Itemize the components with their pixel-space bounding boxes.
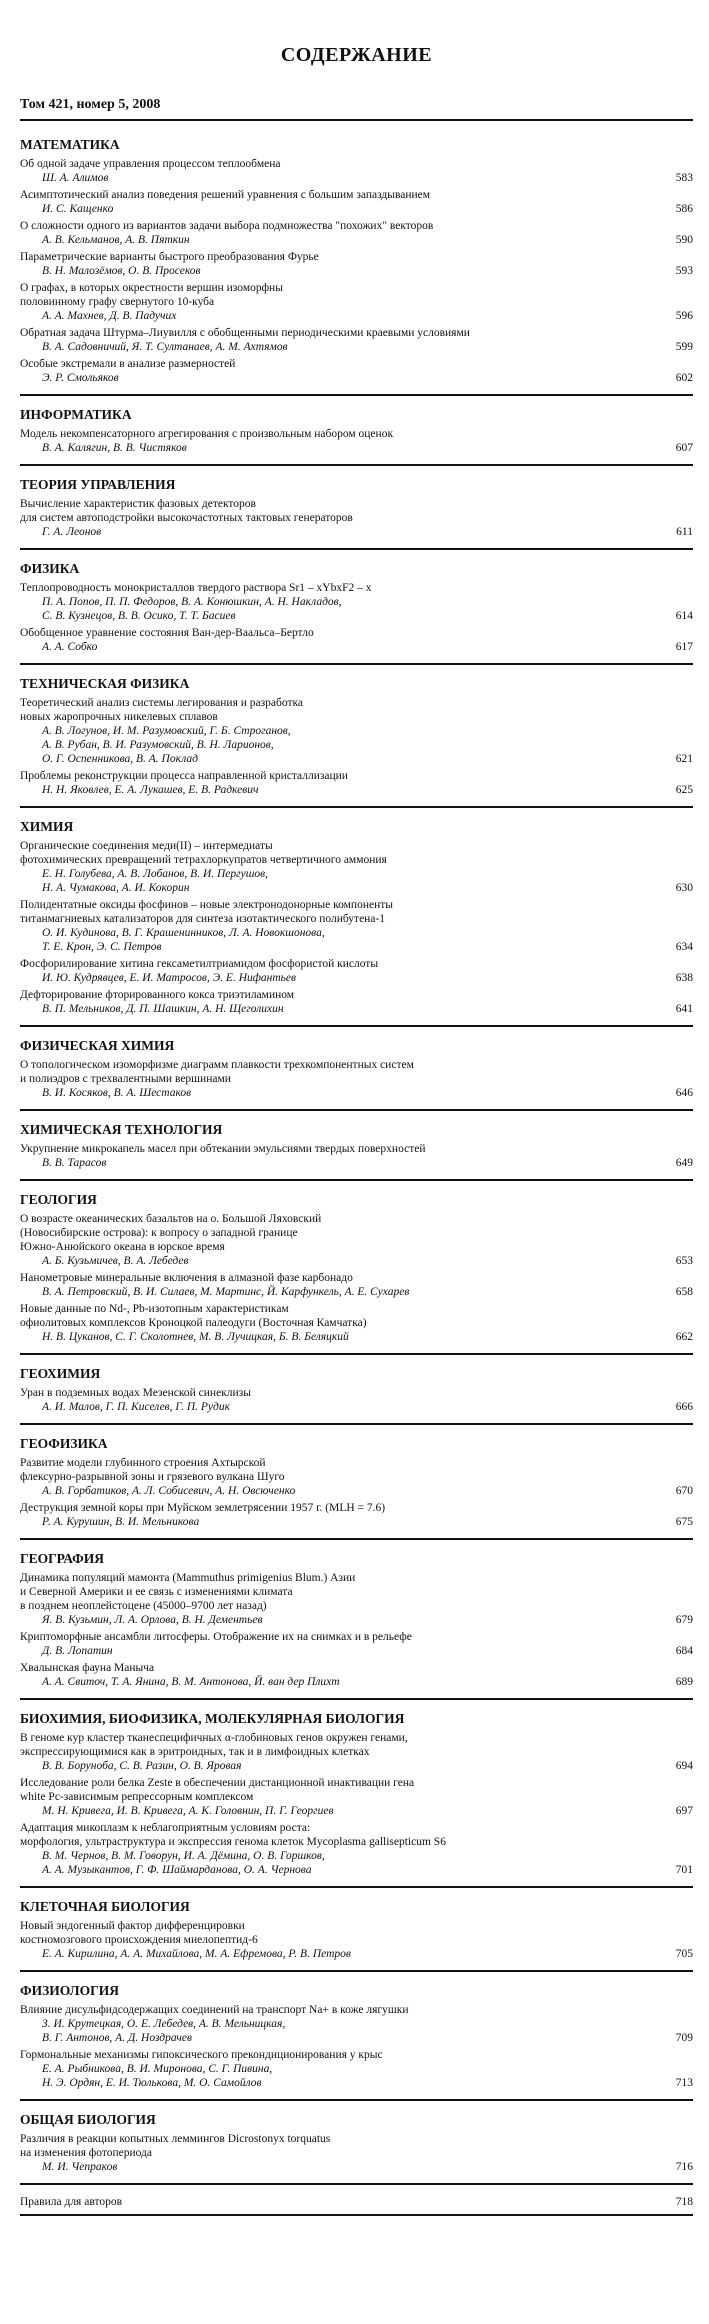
issue-info: Том 421, номер 5, 2008 [20, 97, 693, 121]
article-page: 662 [675, 1331, 693, 1343]
article-authors: А. В. Горбатиков, А. Л. Собисевич, А. Н. Овсюченко [42, 1485, 296, 1497]
toc-section [20, 1192, 693, 1355]
article-authors: А. Б. Кузьмичев, В. А. Лебедев [42, 1255, 189, 1267]
article-authors: Е. А. Кирилина, А. А. Михайлова, М. А. Ефремова, Р. В. Петров [42, 1948, 351, 1960]
article-title: Новый эндогенный фактор дифференцировки костномозгового происхождения миелопептид-6 [20, 1920, 258, 1946]
article-page: 713 [675, 2077, 693, 2089]
article-page: 602 [675, 372, 693, 384]
article-title: Уран в подземных водах Мезенской синеклизы [20, 1387, 251, 1399]
rules-label: Правила для авторов [20, 2196, 123, 2208]
article-entry[interactable] [20, 1058, 693, 1100]
article-page: 621 [675, 753, 693, 765]
article-title: Обобщенное уравнение состояния Ван-дер-Ваальса–Бертло [20, 627, 314, 639]
article-entry[interactable] [20, 898, 693, 954]
article-entry[interactable] [20, 581, 693, 623]
article-authors: Е. Н. Голубева, А. В. Лобанов, В. И. Пергушов, Н. А. Чумакова, А. И. Кокорин [42, 868, 269, 894]
article-page: 630 [675, 882, 693, 894]
section-title: КЛЕТОЧНАЯ БИОЛОГИЯ [20, 1899, 190, 1914]
article-page: 697 [675, 1805, 693, 1817]
article-page: 694 [675, 1760, 693, 1772]
article-authors: П. А. Попов, П. П. Федоров, В. А. Конюшкин, А. Н. Накладов, С. В. Кузнецов, В. В. Осико, Т. Т. Басиев [42, 596, 342, 622]
article-authors: Е. А. Рыбникова, В. И. Миронова, С. Г. Пивина, Н. Э. Ордян, Е. И. Тюлькова, М. О. Самойлов [42, 2063, 273, 2089]
article-authors: З. И. Крутецкая, О. Е. Лебедев, А. В. Мельницкая, В. Г. Антонов, А. Д. Ноздрачев [42, 2018, 286, 2044]
section-title: ГЕОФИЗИКА [20, 1436, 108, 1451]
article-authors: В. А. Садовничий, Я. Т. Султанаев, А. М. Ахтямов [42, 341, 288, 353]
article-title: Деструкция земной коры при Муйском землетрясении 1957 г. (MLH = 7.6) [20, 1502, 386, 1514]
article-page: 607 [675, 442, 693, 454]
article-title: О возрасте океанических базальтов на о. Большой Ляховский (Новосибирские острова): к вопросу о западной границе Южно-Анюйского океана в юрское время [20, 1213, 322, 1253]
article-title: Асимптотический анализ поведения решений уравнения с большим запаздыванием [20, 189, 431, 201]
toc-section [20, 1366, 693, 1425]
article-title: Проблемы реконструкции процесса направленной кристаллизации [20, 770, 348, 782]
section-title: ФИЗИКА [20, 561, 80, 576]
article-page: 705 [675, 1948, 693, 1960]
article-entry[interactable] [20, 957, 693, 985]
section-title: ТЕХНИЧЕСКАЯ ФИЗИКА [20, 676, 190, 691]
section-title: ГЕОХИМИЯ [20, 1366, 101, 1381]
article-title: Органические соединения меди(II) – интермедиаты фотохимических превращений тетрахлоркупратов четвертичного аммония [20, 840, 387, 866]
article-title: Модель некомпенсаторного агрегирования с произвольным набором оценок [20, 428, 394, 440]
article-title: В геноме кур кластер тканеспецифичных α-глобиновых генов окружен генами, экспрессирующимися как в эритроидных, так и в лимфоидных клетках [20, 1732, 408, 1758]
article-page: 684 [675, 1645, 693, 1657]
toc-section [20, 1436, 693, 1540]
article-authors: В. А. Калягин, В. В. Чистяков [42, 442, 187, 454]
article-authors: В. И. Косяков, В. А. Шестаков [42, 1087, 192, 1099]
article-entry[interactable] [20, 1661, 693, 1689]
article-entry[interactable] [20, 2048, 693, 2090]
article-entry[interactable] [20, 769, 693, 797]
article-authors: А. А. Махнев, Д. В. Падучих [42, 310, 177, 322]
article-entry[interactable] [20, 497, 693, 539]
article-page: 679 [675, 1614, 693, 1626]
article-page: 716 [675, 2161, 693, 2173]
article-title: Фосфорилирование хитина гексаметилтриамидом фосфористой кислоты [20, 958, 379, 970]
article-entry[interactable] [20, 427, 693, 455]
toc-section [20, 1038, 693, 1111]
toc-section [20, 676, 693, 808]
table-of-contents [20, 137, 693, 2185]
article-page: 701 [675, 1864, 693, 1876]
article-page: 670 [675, 1485, 693, 1497]
article-authors: В. В. Боруноба, С. В. Разин, О. В. Яровая [42, 1760, 242, 1772]
article-page: 638 [675, 972, 693, 984]
article-page: 634 [675, 941, 693, 953]
article-page: 625 [675, 784, 693, 796]
article-entry[interactable] [20, 1271, 693, 1299]
toc-section [20, 477, 693, 550]
section-title: БИОХИМИЯ, БИОФИЗИКА, МОЛЕКУЛЯРНАЯ БИОЛОГИЯ [20, 1711, 405, 1726]
article-title: Об одной задаче управления процессом теплообмена [20, 158, 281, 170]
article-title: Теплопроводность монокристаллов твердого раствора Sr1 – xYbxF2 – x [20, 582, 372, 594]
article-authors: Г. А. Леонов [42, 526, 102, 538]
article-title: Хвалынская фауна Маныча [20, 1662, 155, 1674]
article-entry[interactable] [20, 1212, 693, 1268]
article-entry[interactable] [20, 2132, 693, 2174]
article-entry[interactable] [20, 2003, 693, 2045]
rules-entry[interactable] [20, 2196, 693, 2216]
section-title: ГЕОГРАФИЯ [20, 1551, 104, 1566]
article-entry[interactable] [20, 1731, 693, 1773]
article-entry[interactable] [20, 188, 693, 216]
article-page: 611 [676, 526, 693, 538]
article-title: Влияние дисульфидсодержащих соединений на транспорт Na+ в коже лягушки [20, 2004, 409, 2016]
article-authors: А. А. Свиточ, Т. А. Янина, В. М. Антонова, Й. ван дер Плихт [42, 1676, 340, 1688]
article-title: Укрупнение микрокапель масел при обтекании эмульсиями твердых поверхностей [20, 1143, 426, 1155]
article-authors: В. А. Петровский, В. И. Силаев, М. Мартинс, Й. Карфункель, А. Е. Сухарев [42, 1286, 410, 1298]
article-authors: И. Ю. Кудрявцев, Е. И. Матросов, Э. Е. Нифантьев [42, 972, 296, 984]
article-entry[interactable] [20, 1142, 693, 1170]
article-authors: Э. Р. Смольяков [42, 372, 119, 384]
article-entry[interactable] [20, 1821, 693, 1877]
toc-section [20, 1122, 693, 1181]
section-title: МАТЕМАТИКА [20, 137, 120, 152]
article-title: О сложности одного из вариантов задачи выбора подмножества "похожих" векторов [20, 220, 434, 232]
article-authors: В. П. Мельников, Д. П. Шашкин, А. Н. Щеголихин [42, 1003, 284, 1015]
article-title: Гормональные механизмы гипоксического прекондиционирования у крыс [20, 2049, 383, 2061]
article-page: 709 [675, 2032, 693, 2044]
article-title: Вычисление характеристик фазовых детекторов для систем автоподстройки высокочастотных тактовых генераторов [20, 498, 353, 524]
page-title: СОДЕРЖАНИЕ [280, 44, 433, 66]
article-authors: В. В. Тарасов [42, 1157, 107, 1169]
article-page: 590 [675, 234, 693, 246]
section-title: ИНФОРМАТИКА [20, 407, 132, 422]
toc-section [20, 819, 693, 1027]
article-page: 653 [675, 1255, 693, 1267]
article-page: 617 [675, 641, 693, 653]
article-title: Обратная задача Штурма–Лиувилля с обобщенными периодическими краевыми условиями [20, 327, 470, 339]
article-title: Нанометровые минеральные включения в алмазной фазе карбонадо [20, 1272, 353, 1284]
toc-section [20, 1551, 693, 1700]
article-page: 596 [675, 310, 693, 322]
article-entry[interactable] [20, 1501, 693, 1529]
article-title: Адаптация микоплазм к неблагоприятным условиям роста: морфология, ультраструктура и экспрессия генома клеток Mycoplasma gallisepticum S6 [20, 1822, 446, 1848]
article-entry[interactable] [20, 1302, 693, 1344]
article-entry[interactable] [20, 626, 693, 654]
article-title: Особые экстремали в анализе размерностей [20, 358, 236, 370]
article-entry[interactable] [20, 281, 693, 323]
section-title: ФИЗИОЛОГИЯ [20, 1983, 119, 1998]
article-title: Полидентатные оксиды фосфинов – новые электронодонорные компоненты титанмагниевых катализаторов для синтеза изотактического полибутена-1 [20, 899, 393, 925]
article-page: 649 [675, 1157, 693, 1169]
article-authors: Д. В. Лопатин [42, 1645, 113, 1657]
article-entry[interactable] [20, 839, 693, 895]
article-page: 689 [675, 1676, 693, 1688]
article-title: Дефторирование фторированного кокса триэтиламином [20, 989, 295, 1001]
section-title: ХИМИЧЕСКАЯ ТЕХНОЛОГИЯ [20, 1122, 223, 1137]
article-title: Различия в реакции копытных леммингов Dicrostonyx torquatus на изменения фотопериода [20, 2133, 331, 2159]
article-title: О топологическом изоморфизме диаграмм плавкости трехкомпонентных систем и полиэдров с трехвалентными вершинами [20, 1059, 414, 1085]
article-entry[interactable] [20, 326, 693, 354]
article-authors: М. И. Чепраков [42, 2161, 118, 2173]
article-authors: А. И. Малов, Г. П. Киселев, Г. П. Рудик [42, 1401, 230, 1413]
article-title: Динамика популяций мамонта (Mammuthus primigenius Blum.) Азии и Северной Америки и ее связь с изменениями климата в позднем неоплейстоцене (45000–9700 лет назад) [20, 1572, 356, 1612]
section-title: ТЕОРИЯ УПРАВЛЕНИЯ [20, 477, 176, 492]
article-authors: А. А. Собко [42, 641, 98, 653]
article-page: 658 [675, 1286, 693, 1298]
article-entry[interactable] [20, 1386, 693, 1414]
article-authors: И. С. Кащенко [42, 203, 114, 215]
section-title: ХИМИЯ [20, 819, 74, 834]
section-title: ФИЗИЧЕСКАЯ ХИМИЯ [20, 1038, 175, 1053]
toc-section [20, 407, 693, 466]
article-authors: М. Н. Кривега, И. В. Кривега, А. К. Головнин, П. Г. Георгиев [42, 1805, 334, 1817]
article-title: Новые данные по Nd-, Pb-изотопным характеристикам офиолитовых комплексов Кроноцкой палеодуги (Восточная Камчатка) [20, 1303, 367, 1329]
article-page: 586 [675, 203, 693, 215]
article-authors: Н. Н. Яковлев, Е. А. Лукашев, Е. В. Радкевич [42, 784, 259, 796]
article-authors: Ш. А. Алимов [42, 172, 109, 184]
article-entry[interactable] [20, 696, 693, 766]
article-entry[interactable] [20, 157, 693, 185]
section-title: ГЕОЛОГИЯ [20, 1192, 97, 1207]
article-entry[interactable] [20, 988, 693, 1016]
article-title: Криптоморфные ансамбли литосферы. Отображение их на снимках и в рельефе [20, 1631, 412, 1643]
article-title: Исследование роли белка Zeste в обеспечении дистанционной инактивации гена white Pc-зависимым репрессорным комплексом [20, 1777, 415, 1803]
article-entry[interactable] [20, 250, 693, 278]
toc-section [20, 137, 693, 396]
article-authors: А. В. Логунов, И. М. Разумовский, Г. Б. Строганов, А. В. Рубан, В. И. Разумовский, В. Н. Ларионов, О. Г. Оспенникова, В. А. Поклад [42, 725, 291, 765]
article-page: 641 [675, 1003, 693, 1015]
article-page: 614 [675, 610, 693, 622]
toc-section [20, 1983, 693, 2101]
article-page: 599 [675, 341, 693, 353]
article-page: 666 [675, 1401, 693, 1413]
article-authors: В. Н. Малозёмов, О. В. Просеков [42, 265, 201, 277]
article-entry[interactable] [20, 219, 693, 247]
article-entry[interactable] [20, 357, 693, 385]
article-page: 646 [675, 1087, 693, 1099]
article-entry[interactable] [20, 1571, 693, 1627]
article-entry[interactable] [20, 1776, 693, 1818]
toc-section [20, 1711, 693, 1888]
article-authors: Н. В. Цуканов, С. Г. Сколотнев, М. В. Лучицкая, Б. В. Беляцкий [42, 1331, 349, 1343]
article-authors: В. М. Чернов, В. М. Говорун, И. А. Дёмина, О. В. Горшков, А. А. Музыкантов, Г. Ф. Шаймарданова, О. А. Чернова [42, 1850, 325, 1876]
article-title: О графах, в которых окрестности вершин изоморфны половинному графу свернутого 10-куба [20, 282, 283, 308]
article-authors: Я. В. Кузьмин, Л. А. Орлова, В. Н. Дементьев [42, 1614, 263, 1626]
toc-section [20, 1899, 693, 1972]
article-authors: Р. А. Курушин, В. И. Мельникова [42, 1516, 200, 1528]
article-authors: О. И. Кудинова, В. Г. Крашенинников, Л. А. Новокшонова, Т. Е. Крон, Э. С. Петров [42, 927, 325, 953]
section-title: ОБЩАЯ БИОЛОГИЯ [20, 2112, 156, 2127]
toc-section [20, 2112, 693, 2185]
article-page: 675 [675, 1516, 693, 1528]
article-title: Параметрические варианты быстрого преобразования Фурье [20, 251, 319, 263]
article-authors: А. В. Кельманов, А. В. Пяткин [42, 234, 190, 246]
article-entry[interactable] [20, 1456, 693, 1498]
toc-section [20, 561, 693, 665]
article-title: Теоретический анализ системы легирования и разработка новых жаропрочных никелевых сплавов [20, 697, 304, 723]
article-page: 583 [675, 172, 693, 184]
article-page: 593 [675, 265, 693, 277]
article-entry[interactable] [20, 1919, 693, 1961]
article-entry[interactable] [20, 1630, 693, 1658]
rules-page: 718 [675, 2196, 693, 2208]
article-title: Развитие модели глубинного строения Ахтырской флексурно-разрывной зоны и грязевого вулкана Шуго [20, 1457, 285, 1483]
